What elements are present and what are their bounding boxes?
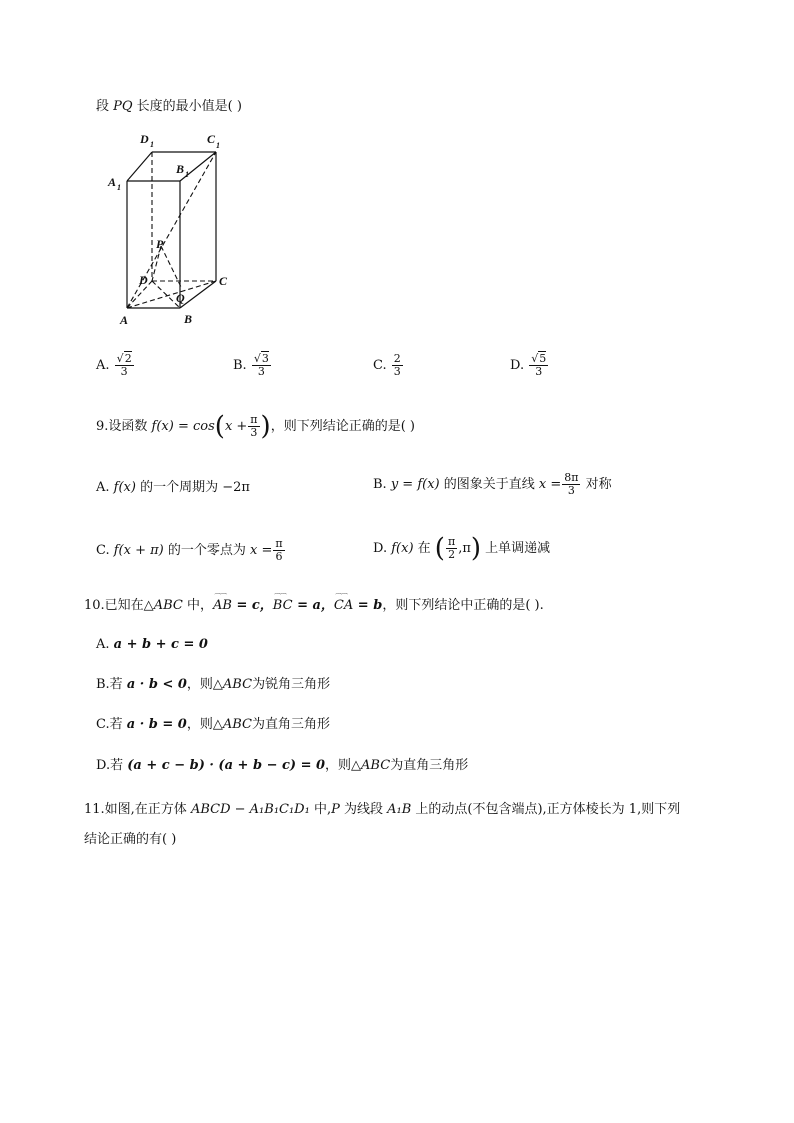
- q8-option-b: B. $\frac{√3}{3}$: [233, 352, 269, 378]
- label-A: A: [120, 313, 129, 327]
- q9-stem: 9.设函数 f(x) = cos(x + $\frac{\pi}{3}$ )，则下列结论正确的是( ): [96, 411, 415, 442]
- q9-option-a: A. f(x) 的一个周期为 −2π: [96, 480, 250, 495]
- q9-option-c: C. f(x + π) 的一个零点为 x = $\frac{\pi}{6}$: [96, 537, 283, 563]
- q9-option-d: D. f(x) 在 ( $\frac{\pi}{2}$ ,π) 上单调递减: [373, 533, 551, 564]
- label-D1: D: [140, 132, 149, 146]
- q10-stem: 10.已知在△ABC 中，⌒⌒ AB = c，⌒⌒ BC = a，⌒⌒ CA = b，则下列结论中正确的是( ).: [84, 597, 544, 615]
- prism-figure: [100, 128, 240, 333]
- q10-option-b: B.若 a · b < 0，则△ABC为锐角三角形: [96, 677, 331, 692]
- svg-text:1: 1: [117, 183, 121, 192]
- svg-text:1: 1: [185, 170, 189, 179]
- q8-intro: 段 PQ 长度的最小值是( ): [96, 99, 242, 114]
- label-A1: A: [108, 175, 117, 189]
- q10-option-d: D.若 (a + c − b) · (a + b − c) = 0，则△ABC为直角三角形: [96, 758, 469, 773]
- label-C1: C: [207, 132, 216, 146]
- label-Q: Q: [176, 291, 185, 305]
- label-B: B: [184, 312, 193, 326]
- label-C: C: [219, 274, 228, 288]
- q11-line2: 结论正确的有( ): [84, 832, 177, 847]
- q9-option-b: B. y = f(x) 的图象关于直线 x = $\frac{8\pi}{3}$ 对称: [373, 471, 612, 497]
- q8-option-c: C. $\frac{2}{3}$: [373, 352, 401, 378]
- q8-option-a: A. $\frac{√2}{3}$: [96, 352, 132, 378]
- svg-text:1: 1: [150, 140, 154, 149]
- q10-option-a: A. a + b + c = 0: [96, 637, 208, 652]
- q11-line1: 11.如图,在正方体 ABCD − A₁B₁C₁D₁ 中,P 为线段 A₁B 上的动点(不包含端点),正方体棱长为 1,则下列: [84, 802, 681, 817]
- label-D: D: [139, 273, 148, 287]
- label-P: P: [156, 237, 164, 251]
- svg-text:1: 1: [216, 141, 220, 150]
- q10-option-c: C.若 a · b = 0，则△ABC为直角三角形: [96, 717, 330, 732]
- q8-option-d: D. $\frac{√5}{3}$: [510, 352, 547, 378]
- label-B1: B: [176, 162, 185, 176]
